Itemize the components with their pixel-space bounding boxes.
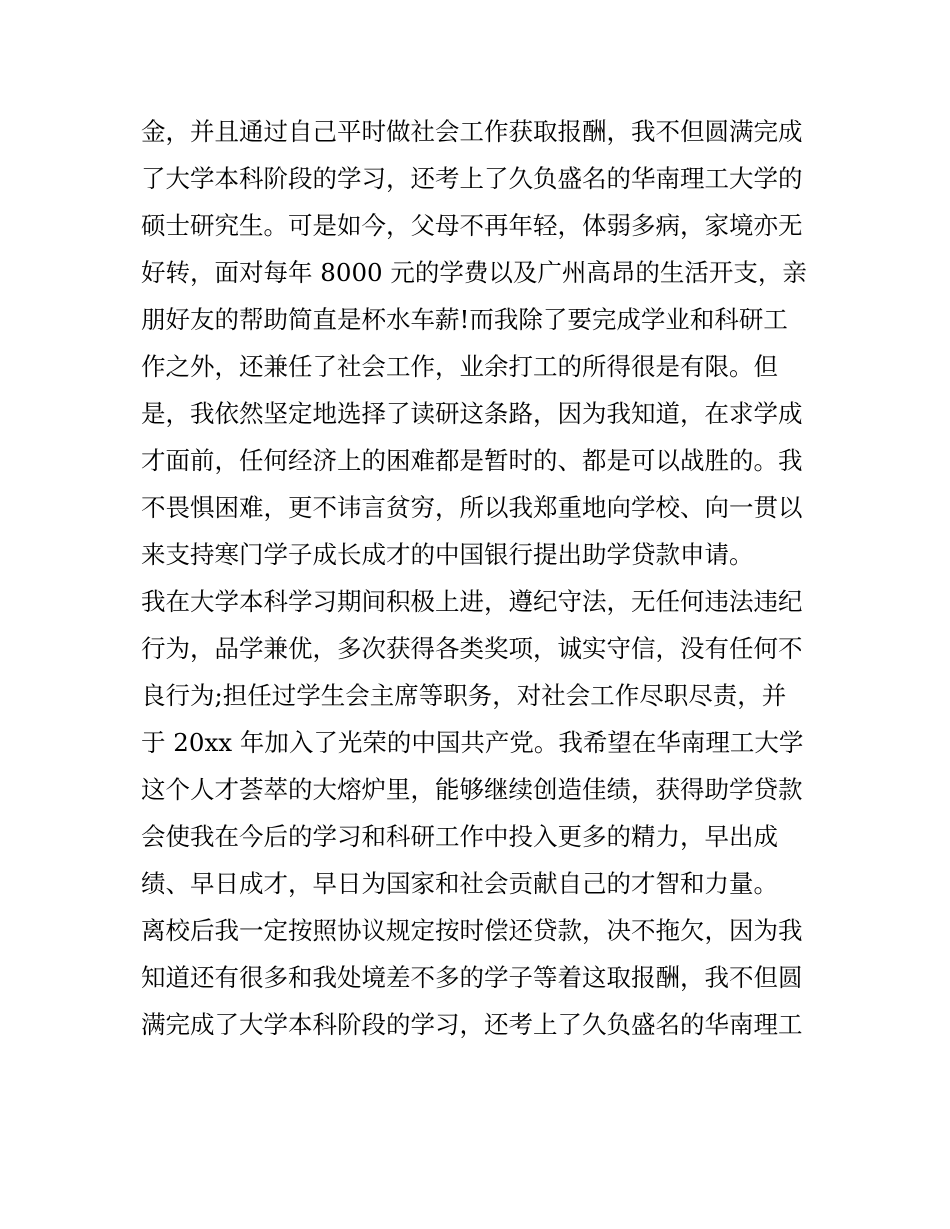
text-line: 这个人才荟萃的大熔炉里，能够继续创造佳绩，获得助学贷款 [141,775,803,804]
text-line: 了大学本科阶段的学习，还考上了久负盛名的华南理工大学的 [141,164,803,193]
text-line: 知道还有很多和我处境差不多的学子等着这取报酬，我不但圆 [141,963,803,992]
text-line: 不畏惧困难，更不讳言贫穷，所以我郑重地向学校、向一贯以 [141,493,803,522]
text-line: 行为，品学兼优，多次获得各类奖项，诚实守信，没有任何不 [141,634,803,663]
text-line: 是，我依然坚定地选择了读研这条路，因为我知道，在求学成 [141,399,803,428]
text-line: 金，并且通过自己平时做社会工作获取报酬，我不但圆满完成 [141,117,803,146]
text-line: 绩、早日成才，早日为国家和社会贡献自己的才智和力量。 [141,869,778,898]
text-line: 好转，面对每年 8000 元的学费以及广州高昂的生活开支，亲 [141,258,807,287]
text-line: 于 20xx 年加入了光荣的中国共产党。我希望在华南理工大学 [141,728,804,757]
text-line: 我在大学本科学习期间积极上进，遵纪守法，无任何违法违纪 [141,587,803,616]
text-line: 良行为;担任过学生会主席等职务，对社会工作尽职尽责，并 [141,681,787,710]
text-line: 作之外，还兼任了社会工作，业余打工的所得很是有限。但 [141,352,778,381]
text-line: 满完成了大学本科阶段的学习，还考上了久负盛名的华南理工 [141,1010,803,1039]
text-line: 离校后我一定按照协议规定按时偿还贷款，决不拖欠，因为我 [141,916,803,945]
text-line: 硕士研究生。可是如今，父母不再年轻，体弱多病，家境亦无 [141,211,803,240]
text-line: 才面前，任何经济上的困难都是暂时的、都是可以战胜的。我 [141,446,803,475]
text-line: 朋好友的帮助简直是杯水车薪!而我除了要完成学业和科研工 [141,305,788,334]
text-line: 会使我在今后的学习和科研工作中投入更多的精力，早出成 [141,822,778,851]
body-text [141,108,821,1048]
text-line: 来支持寒门学子成长成才的中国银行提出助学贷款申请。 [141,540,754,569]
